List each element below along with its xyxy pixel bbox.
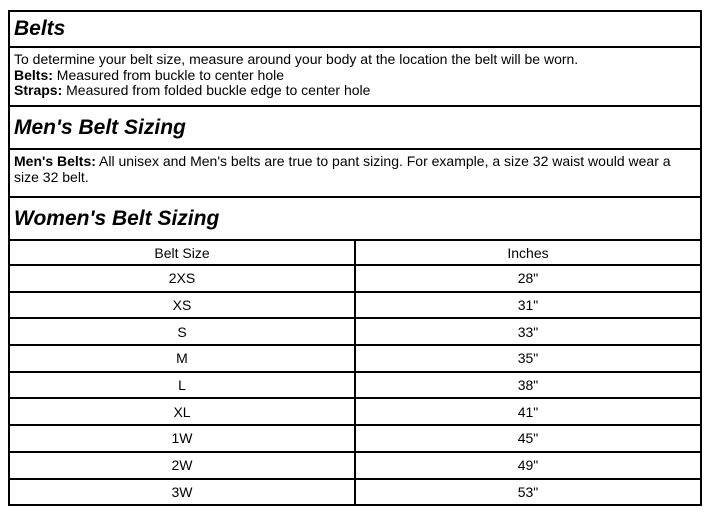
table-row xyxy=(10,318,700,345)
inches-cell: 28" xyxy=(355,265,700,292)
intro-belts-label: Belts: xyxy=(14,66,53,83)
table-row xyxy=(10,292,700,319)
table-header-row xyxy=(10,241,700,265)
table-row xyxy=(10,479,700,505)
doc-title-text: Belts xyxy=(14,17,66,40)
intro-belts-text: Measured from buckle to center hole xyxy=(56,66,285,83)
doc-title xyxy=(10,12,700,48)
womens-belt-size-table xyxy=(10,241,700,504)
belt-size-cell: 3W xyxy=(10,479,355,505)
belt-size-cell: M xyxy=(10,345,355,372)
belt-size-cell: L xyxy=(10,372,355,399)
inches-cell: 49" xyxy=(355,452,700,479)
table-row xyxy=(10,452,700,479)
belt-size-cell: S xyxy=(10,318,355,345)
mens-sizing-heading-text: Men's Belt Sizing xyxy=(14,115,186,139)
belt-size-cell: 1W xyxy=(10,425,355,452)
table-row xyxy=(10,265,700,292)
belt-size-cell: XS xyxy=(10,292,355,319)
table-row xyxy=(10,398,700,425)
intro-straps-label: Straps: xyxy=(14,82,63,98)
inches-cell: 45" xyxy=(355,425,700,452)
intro-line-straps xyxy=(14,83,694,99)
womens-sizing-heading-text: Women's Belt Sizing xyxy=(14,206,220,230)
inches-cell: 31" xyxy=(355,292,700,319)
intro-line-measure-text: To determine your belt size, measure around your body at the location the belt will be worn. xyxy=(14,51,579,67)
intro-line-belts xyxy=(14,68,694,84)
inches-cell: 53" xyxy=(355,479,700,505)
belt-sizing-document xyxy=(8,10,702,506)
belt-size-cell: 2XS xyxy=(10,265,355,292)
belt-size-cell: XL xyxy=(10,398,355,425)
mens-sizing-heading xyxy=(10,107,700,150)
table-row xyxy=(10,345,700,372)
intro-line-measure xyxy=(14,52,694,68)
inches-cell: 41" xyxy=(355,398,700,425)
intro-section xyxy=(10,48,700,107)
mens-belts-text: All unisex and Men's belts are true to pant sizing. For example, a size 32 waist would wear a size 32 belt. xyxy=(14,153,671,185)
inches-cell: 33" xyxy=(355,318,700,345)
mens-belts-label: Men's Belts: xyxy=(14,153,96,169)
belt-size-cell: 2W xyxy=(10,452,355,479)
column-header-inches: Inches xyxy=(355,241,700,265)
mens-sizing-description xyxy=(10,150,700,198)
inches-cell: 35" xyxy=(355,345,700,372)
intro-straps-text: Measured from folded buckle edge to center hole xyxy=(66,82,371,98)
column-header-belt-size: Belt Size xyxy=(10,241,355,265)
womens-sizing-heading xyxy=(10,198,700,241)
table-row xyxy=(10,372,700,399)
table-row xyxy=(10,425,700,452)
mens-description-line xyxy=(14,154,694,185)
inches-cell: 38" xyxy=(355,372,700,399)
